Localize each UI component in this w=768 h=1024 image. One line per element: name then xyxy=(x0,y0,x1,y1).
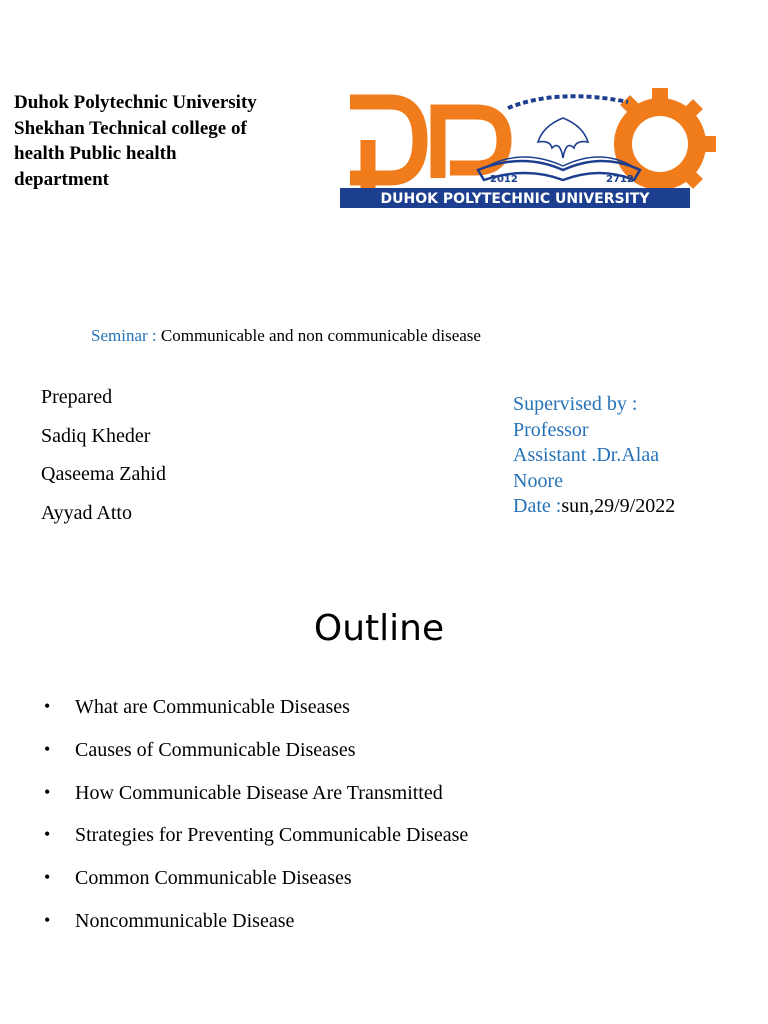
list-item-text: Noncommunicable Disease xyxy=(75,909,295,932)
logo-year-left: 2012 xyxy=(490,174,518,185)
list-item-text: What are Communicable Diseases xyxy=(75,696,350,718)
bullet-icon: • xyxy=(44,867,51,888)
seminar-label: Seminar : xyxy=(91,326,161,345)
list-item xyxy=(44,906,468,949)
date-line xyxy=(513,494,753,520)
prepared-by-block xyxy=(41,378,166,532)
list-item xyxy=(44,692,468,735)
supervisor-name: Assistant .Dr.Alaa xyxy=(513,444,660,466)
list-item-text: Strategies for Preventing Communicable Disease xyxy=(75,824,469,847)
supervisor-title: Professor xyxy=(513,418,589,441)
institution-heading: Duhok Polytechnic University Shekhan Technical college of health Public health department xyxy=(14,92,257,190)
bullet-icon: • xyxy=(44,824,51,845)
student-name: Ayyad Atto xyxy=(41,501,132,524)
list-item-text: How Communicable Disease Are Transmitted xyxy=(75,781,443,804)
supervisor-name-cont: Noore xyxy=(513,469,563,492)
outline-list xyxy=(44,692,468,949)
student-name: Sadiq Kheder xyxy=(41,424,151,447)
prepared-label: Prepared xyxy=(41,386,113,408)
student-name: Qaseema Zahid xyxy=(41,463,166,485)
logo-banner-text: DUHOK POLYTECHNIC UNIVERSITY xyxy=(380,191,650,207)
seminar-title: Communicable and non communicable disease xyxy=(160,326,481,345)
list-item xyxy=(44,863,468,906)
supervisor-block xyxy=(513,392,753,520)
dp-letters-icon xyxy=(350,102,504,194)
supervised-label: Supervised by : xyxy=(513,393,638,415)
date-value: sun,29/9/2022 xyxy=(561,495,676,517)
list-item xyxy=(44,735,468,778)
date-label: Date : xyxy=(513,495,562,517)
list-item xyxy=(44,778,468,821)
list-item-text: Common Communicable Diseases xyxy=(75,867,352,890)
logo-year-right: 2712 xyxy=(606,174,634,185)
bullet-icon: • xyxy=(44,738,51,759)
bullet-icon: • xyxy=(44,696,51,716)
university-logo xyxy=(338,82,718,210)
outline-title: Outline xyxy=(313,608,445,649)
list-item-text: Causes of Communicable Diseases xyxy=(75,738,356,761)
bullet-icon: • xyxy=(44,909,51,930)
bullet-icon: • xyxy=(44,781,51,802)
list-item xyxy=(44,820,468,863)
seminar-line xyxy=(91,326,481,346)
